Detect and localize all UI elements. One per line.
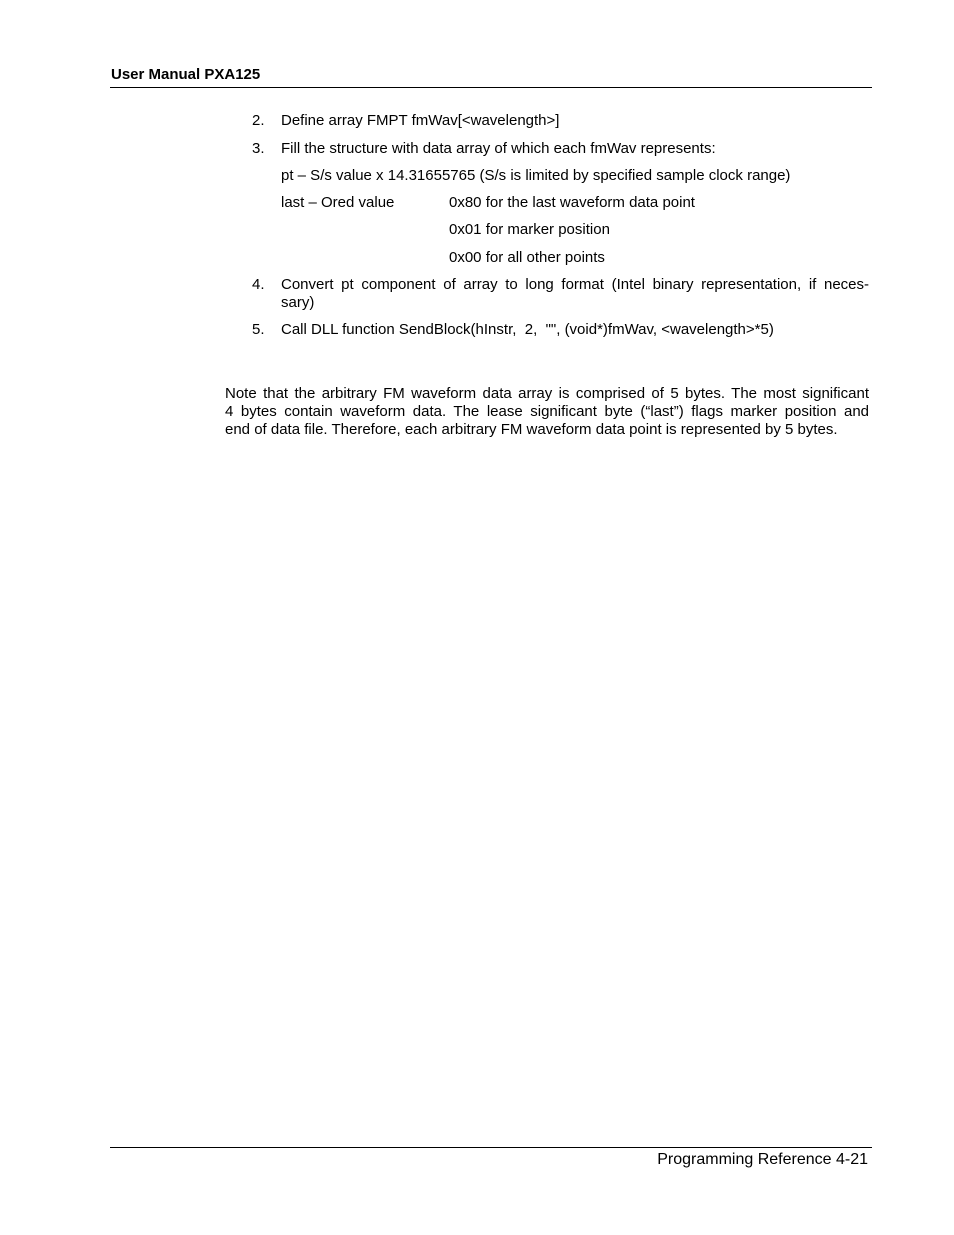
note-line-2: 4 bytes contain waveform data. The lease significant byte (“last”) flags marker position and: [225, 403, 869, 420]
pt-definition: pt – S/s value x 14.31655765 (S/s is limited by specified sample clock range): [281, 167, 791, 184]
footer-divider: [110, 1147, 872, 1148]
last-definition-label: last – Ored value: [281, 194, 395, 211]
last-value-0x01: 0x01 for marker position: [449, 221, 610, 238]
list-item-3-number: 3.: [252, 140, 265, 157]
list-item-5-number: 5.: [252, 321, 265, 338]
list-item-3-text: Fill the structure with data array of which each fmWav represents:: [281, 140, 716, 157]
list-item-4-text-line1: Convert pt component of array to long format (Intel binary representation, if neces-: [281, 276, 869, 293]
note-line-1: Note that the arbitrary FM waveform data array is comprised of 5 bytes. The most significant: [225, 385, 869, 402]
list-item-5-text: Call DLL function SendBlock(hInstr, 2, "", (void*)fmWav, <wavelength>*5): [281, 321, 774, 338]
last-value-0x80: 0x80 for the last waveform data point: [449, 194, 695, 211]
last-value-0x00: 0x00 for all other points: [449, 249, 605, 266]
page-header-title: User Manual PXA125: [111, 66, 261, 83]
list-item-2-number: 2.: [252, 112, 265, 129]
note-line-3: end of data file. Therefore, each arbitrary FM waveform data point is represented by 5 bytes.: [225, 421, 838, 438]
page-footer: Programming Reference 4-21: [657, 1151, 868, 1168]
header-divider: [110, 87, 872, 88]
list-item-2-text: Define array FMPT fmWav[<wavelength>]: [281, 112, 560, 129]
list-item-4-text-line2: sary): [281, 294, 315, 311]
list-item-4-number: 4.: [252, 276, 265, 293]
